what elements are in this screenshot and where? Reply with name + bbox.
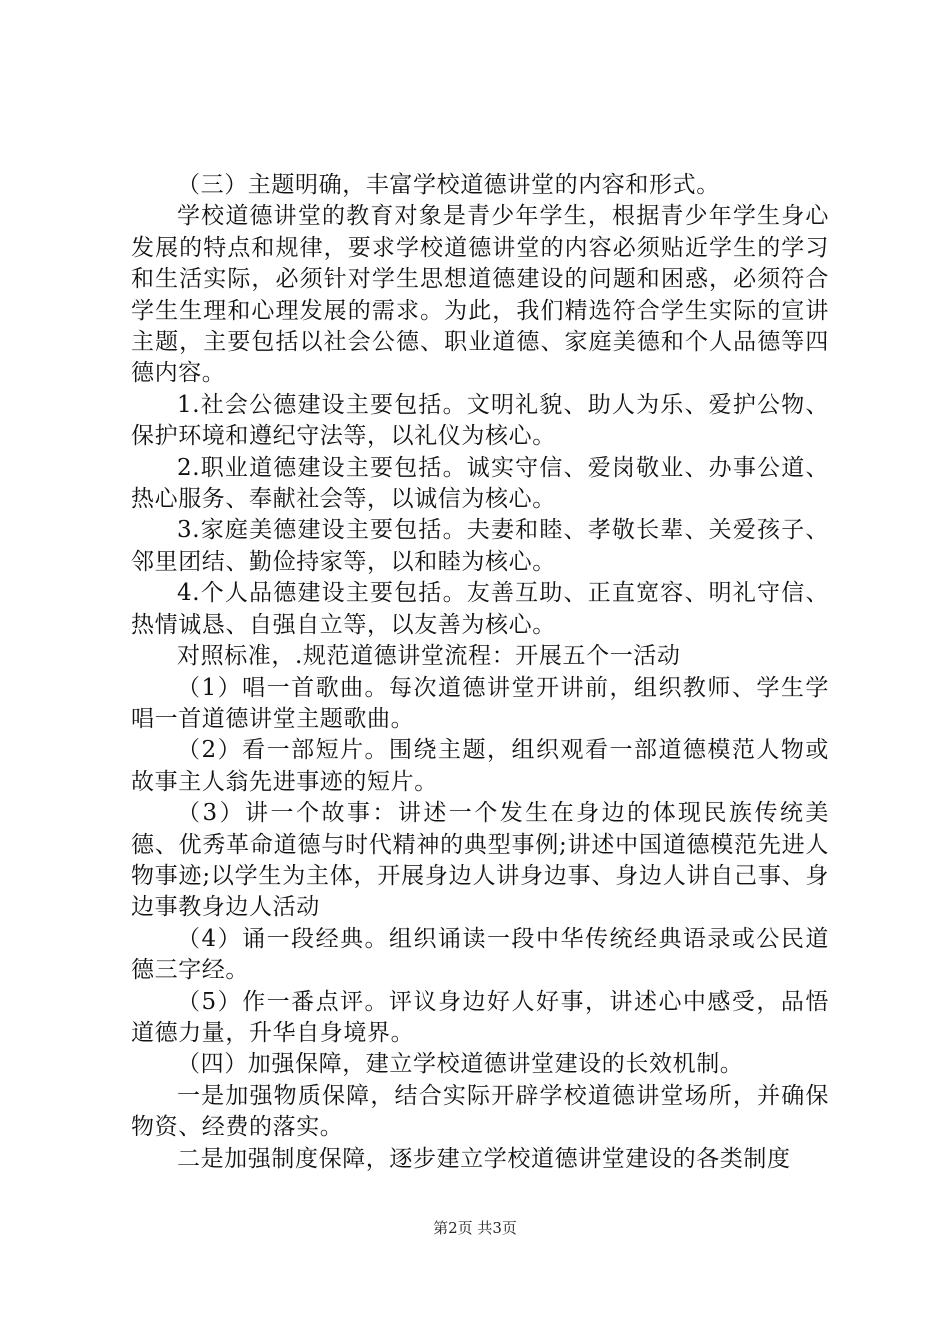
page-footer xyxy=(0,1218,950,1238)
body-paragraph: 二是加强制度保障，逐步建立学校道德讲堂建设的各类制度 xyxy=(177,1145,791,1172)
document-body xyxy=(131,170,829,1175)
activity-item-1: （1）唱一首歌曲。每次道德讲堂开讲前，组织教师、学生学唱一首道德讲堂主题歌曲。 xyxy=(131,674,829,732)
list-item-family-virtues: 3.家庭美德建设主要包括。夫妻和睦、孝敬长辈、关爱孩子、邻里团结、勤俭持家等，以和睦为核心。 xyxy=(131,517,829,575)
activity-item-5: （5）作一番点评。评议身边好人好事，讲述心中感受，品悟道德力量，升华自身境界。 xyxy=(131,988,829,1046)
section-heading-4: （四）加强保障，建立学校道德讲堂建设的长效机制。 xyxy=(177,1051,744,1078)
body-paragraph: 一是加强物质保障，结合实际开辟学校道德讲堂场所，并确保物资、经费的落实。 xyxy=(131,1082,829,1141)
activity-item-3: （3）讲一个故事：讲述一个发生在身边的体现民族传统美德、优秀革命道德与时代精神的典型事例;讲述中国道德模范先进人物事迹;以学生为主体，开展身边人讲身边事、身边人讲自己事、身边事教身边人活动 xyxy=(131,800,829,921)
activity-item-2: （2）看一部短片。围绕主题，组织观看一部道德模范人物或故事主人翁先进事迹的短片。 xyxy=(131,737,829,795)
list-item-personal-character: 4.个人品德建设主要包括。友善互助、正直宽容、明礼守信、热情诚恳、自强自立等，以友善为核心。 xyxy=(131,580,829,638)
activity-item-4: （4）诵一段经典。组织诵读一段中华传统经典语录或公民道德三字经。 xyxy=(131,925,829,984)
body-paragraph: 对照标准，.规范道德讲堂流程：开展五个一活动 xyxy=(177,643,681,670)
list-item-social-morality: 1.社会公德建设主要包括。文明礼貌、助人为乐、爱护公物、保护环境和遵纪守法等，以礼仪为核心。 xyxy=(131,391,829,450)
section-heading-3: （三）主题明确，丰富学校道德讲堂的内容和形式。 xyxy=(177,172,720,198)
list-item-professional-ethics: 2.职业道德建设主要包括。诚实守信、爱岗敬业、办事公道、热心服务、奉献社会等，以诚信为核心。 xyxy=(131,454,829,513)
body-paragraph: 学校道德讲堂的教育对象是青少年学生，根据青少年学生身心发展的特点和规律，要求学校道德讲堂的内容必须贴近学生的学习和生活实际，必须针对学生思想道德建设的问题和困惑，必须符合学生生理和心理发展的需求。为此，我们精选符合学生实际的宣讲主题，主要包括以社会公德、职业道德、家庭美德和个人品德等四德内容。 xyxy=(131,203,829,387)
page-number-label: 第2页 共3页 xyxy=(433,1219,517,1237)
